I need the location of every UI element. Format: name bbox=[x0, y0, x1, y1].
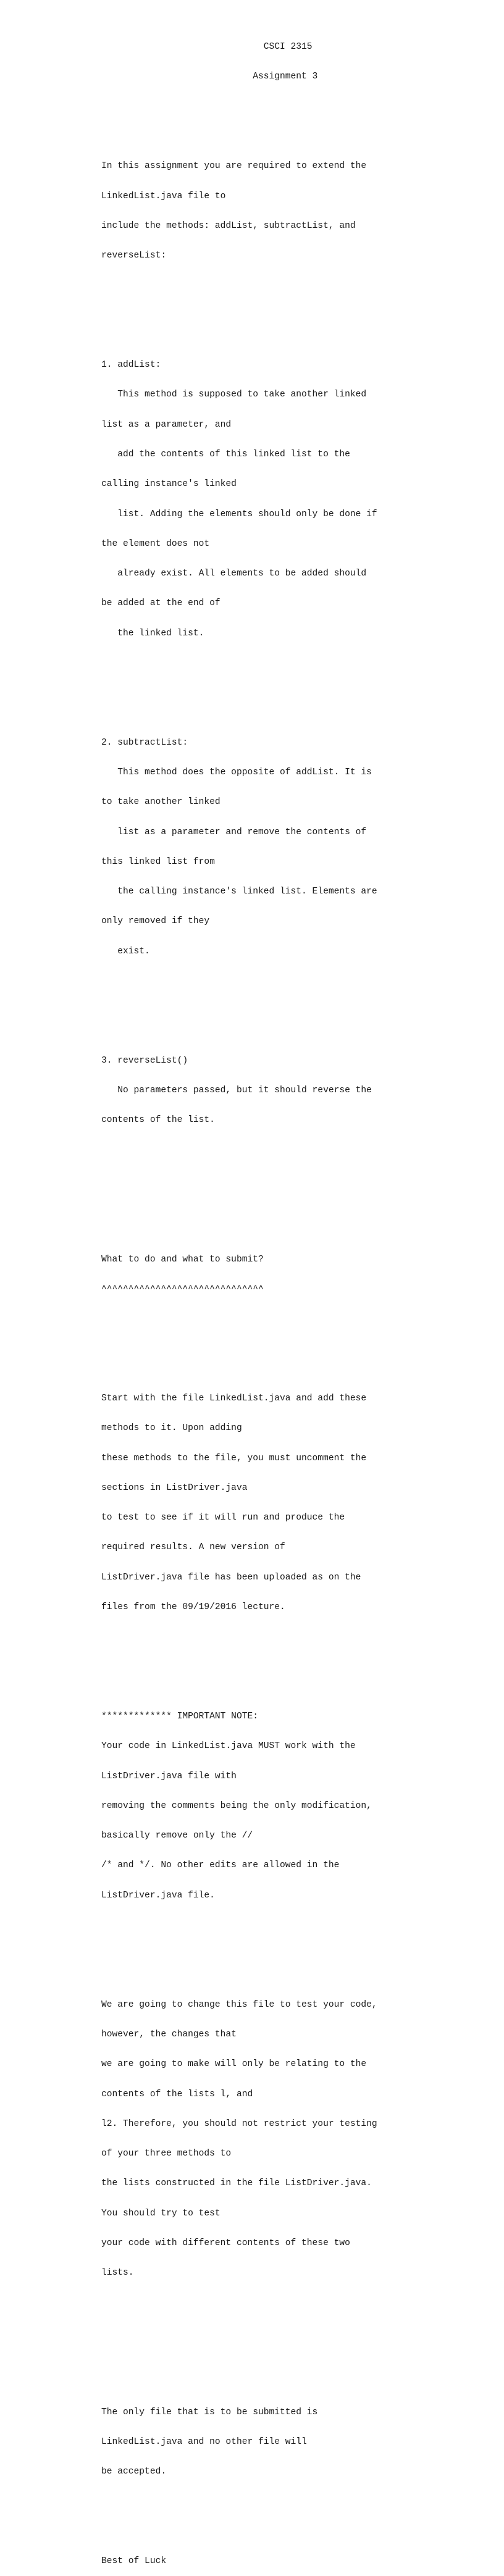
text-line: calling instance's linked bbox=[101, 479, 237, 490]
section-heading: 1. addList: bbox=[101, 360, 161, 370]
text-line: the calling instance's linked list. Elements are bbox=[101, 887, 377, 897]
text-line: to take another linked bbox=[101, 797, 220, 808]
spacer bbox=[101, 1165, 472, 1175]
spacer bbox=[101, 1334, 472, 1344]
text-line: be added at the end of bbox=[101, 598, 220, 609]
text-line: the element does not bbox=[101, 538, 210, 549]
text-line: basically remove only the // bbox=[101, 1831, 253, 1841]
text-line: Your code in LinkedList.java MUST work with the bbox=[101, 1741, 356, 1752]
assignment-title: Assignment 3 bbox=[101, 72, 318, 82]
spacer bbox=[101, 2517, 472, 2527]
text-line: This method does the opposite of addList. It is bbox=[101, 767, 372, 778]
reverselist-section bbox=[101, 1036, 472, 1145]
course-code: CSCI 2315 bbox=[101, 42, 313, 52]
text-line: sections in ListDriver.java bbox=[101, 1482, 248, 1493]
text-line: You should try to test bbox=[101, 2208, 220, 2218]
text-line: add the contents of this linked list to the bbox=[101, 450, 350, 460]
text-line: No parameters passed, but it should reverse the bbox=[101, 1085, 372, 1096]
text-line: lists. bbox=[101, 2268, 134, 2278]
text-line: this linked list from bbox=[101, 856, 215, 867]
text-line: In this assignment you are required to extend the bbox=[101, 161, 367, 172]
testing-paragraph bbox=[101, 1980, 472, 2298]
text-line: ListDriver.java file with bbox=[101, 1771, 237, 1781]
spacer bbox=[101, 102, 472, 112]
text-line: contents of the lists l, and bbox=[101, 2089, 253, 2099]
spacer bbox=[101, 301, 472, 311]
text-line: /* and */. No other edits are allowed in the bbox=[101, 1860, 340, 1871]
submission-paragraph bbox=[101, 2387, 472, 2496]
text-line: We are going to change this file to test your code, bbox=[101, 1999, 377, 2010]
spacer bbox=[101, 1940, 472, 1950]
text-line: your code with different contents of these two bbox=[101, 2238, 350, 2248]
start-paragraph bbox=[101, 1374, 472, 1632]
text-line: files from the 09/19/2016 lecture. bbox=[101, 1602, 285, 1612]
spacer bbox=[101, 1652, 472, 1662]
heading-underline: ^^^^^^^^^^^^^^^^^^^^^^^^^^^^^^ bbox=[101, 1284, 264, 1294]
text-line: these methods to the file, you must uncomment the bbox=[101, 1453, 367, 1463]
intro-paragraph bbox=[101, 141, 472, 280]
text-line: ListDriver.java file has been uploaded as on the bbox=[101, 1572, 361, 1583]
text-line: contents of the list. bbox=[101, 1115, 215, 1126]
spacer bbox=[101, 2348, 472, 2357]
text-line: list as a parameter, and bbox=[101, 419, 232, 430]
text-line: exist. bbox=[101, 946, 150, 956]
text-line: ListDriver.java file. bbox=[101, 1890, 215, 1901]
spacer bbox=[101, 996, 472, 1006]
text-line: Start with the file LinkedList.java and add these bbox=[101, 1393, 367, 1403]
text-line: removing the comments being the only modification, bbox=[101, 1800, 372, 1811]
assignment-document bbox=[101, 22, 472, 2576]
text-line: of your three methods to bbox=[101, 2149, 232, 2159]
submit-heading bbox=[101, 1234, 472, 1314]
text-line: already exist. All elements to be added should bbox=[101, 569, 367, 579]
text-line: however, the changes that bbox=[101, 2029, 237, 2039]
text-line: methods to it. Upon adding bbox=[101, 1423, 242, 1434]
addlist-section bbox=[101, 340, 472, 658]
text-line: required results. A new version of bbox=[101, 1542, 285, 1553]
text-line: the lists constructed in the file ListDriver.java. bbox=[101, 2178, 372, 2189]
text-line: to test to see if it will run and produce the bbox=[101, 1513, 345, 1523]
text-line: only removed if they bbox=[101, 916, 210, 927]
subtractlist-section bbox=[101, 718, 472, 976]
text-line: include the methods: addList, subtractList, and bbox=[101, 220, 356, 231]
section-heading: 3. reverseList() bbox=[101, 1055, 188, 1066]
text-line: the linked list. bbox=[101, 628, 204, 638]
section-heading: 2. subtractList: bbox=[101, 737, 188, 748]
text-line: list as a parameter and remove the contents of bbox=[101, 827, 367, 837]
text-line: The only file that is to be submitted is bbox=[101, 2407, 318, 2417]
text-line: LinkedList.java file to bbox=[101, 191, 226, 201]
text-line: we are going to make will only be relating to the bbox=[101, 2059, 367, 2070]
text-line: LinkedList.java and no other file will bbox=[101, 2436, 307, 2447]
heading-text: What to do and what to submit? bbox=[101, 1254, 264, 1265]
closing-line: Best of Luck bbox=[101, 2556, 167, 2566]
text-line: reverseList: bbox=[101, 251, 167, 261]
spacer bbox=[101, 2318, 472, 2328]
text-line: l2. Therefore, you should not restrict your testing bbox=[101, 2118, 377, 2129]
text-line: This method is supposed to take another linked bbox=[101, 390, 367, 400]
spacer bbox=[101, 1195, 472, 1205]
note-heading: ************* IMPORTANT NOTE: bbox=[101, 1711, 258, 1721]
important-note bbox=[101, 1692, 472, 1920]
text-line: be accepted. bbox=[101, 2467, 167, 2477]
text-line: list. Adding the elements should only be done if bbox=[101, 509, 377, 519]
spacer bbox=[101, 678, 472, 688]
